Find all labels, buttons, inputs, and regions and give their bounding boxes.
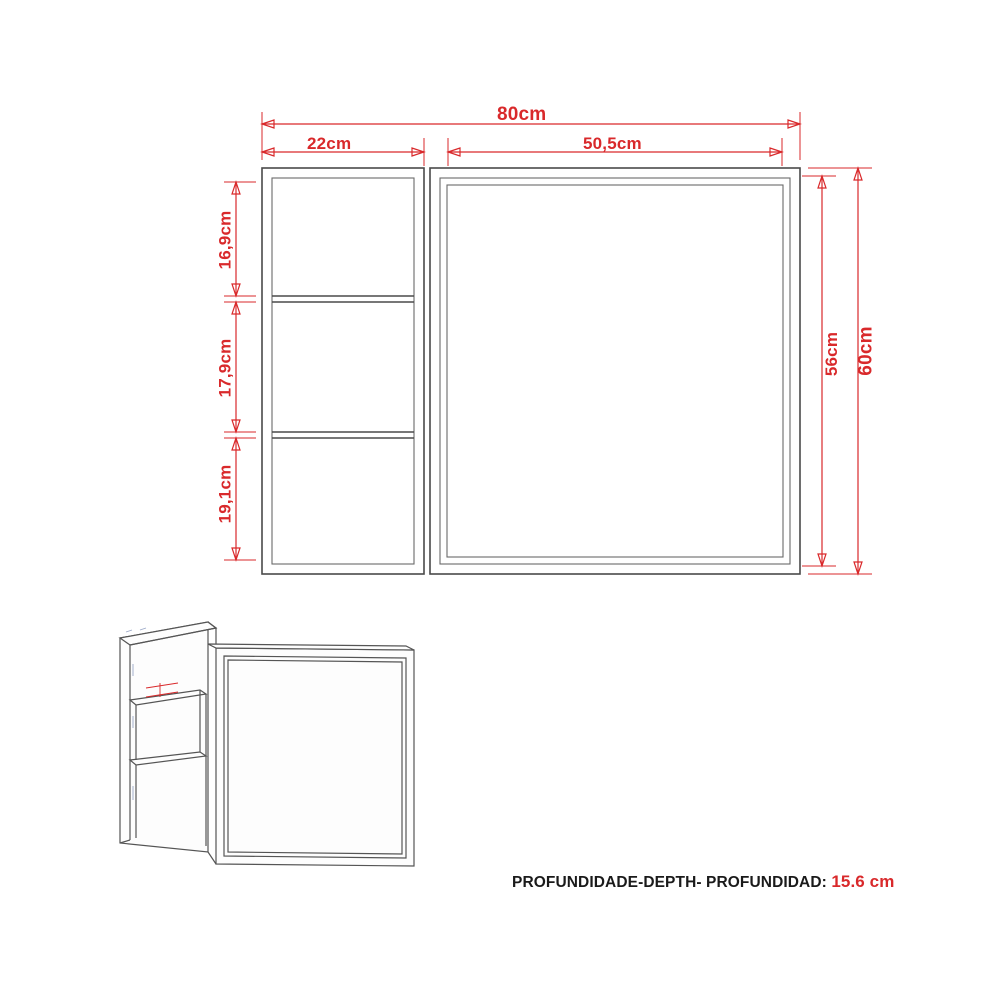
depth-note: [512, 872, 894, 892]
label-door-width: 50,5cm: [583, 134, 642, 153]
label-door-height: 56cm: [822, 331, 842, 377]
depth-note-value: 15.6 cm: [831, 872, 895, 891]
isometric-view-drawing: [120, 622, 414, 866]
label-shelf1-height: 16,9cm: [215, 210, 235, 270]
cabinet-front-outline: [262, 168, 800, 574]
label-total-width: 80cm: [497, 104, 547, 125]
label-total-height: 60cm: [855, 326, 877, 376]
label-shelf-width: 22cm: [307, 134, 352, 153]
label-shelf3-height: 19,1cm: [215, 464, 235, 524]
depth-note-label: PROFUNDIDADE-DEPTH- PROFUNDIDAD:: [512, 874, 827, 891]
label-shelf2-height: 17,9cm: [215, 338, 235, 398]
